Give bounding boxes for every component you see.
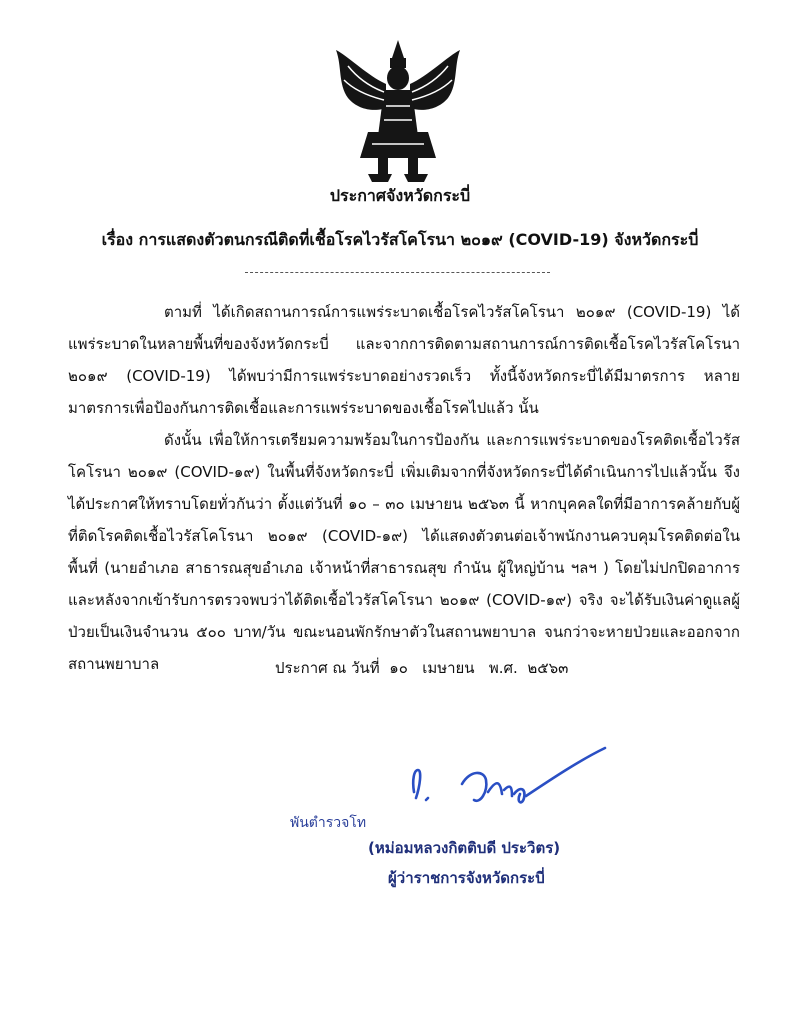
body-paragraph-2: ดังนั้น เพื่อให้การเตรียมความพร้อมในการป้องกัน และการแพร่ระบาดของโรคติดเชื้อไวรัสโคโรนา ๒๐๑๙ (COVID-๑๙) ในพื้นที่จังหวัดกระบี่ เพิ่มเติมจากที่จังหวัดกระบี่ได้ดำเนินการไปแล้วนั้น จึงได้ประกาศให้ทราบโดยทั่วกันว่า ตั้งแต่วันที่ ๑๐ – ๓๐ เมษายน ๒๕๖๓ นี้ หากบุคคลใดที่มีอาการคล้ายกับผู้ที่ติดโรคติดเชื้อไวรัสโคโรนา ๒๐๑๙ (COVID-๑๙) ได้แสดงตัวตนต่อเจ้าพนักงานควบคุมโรคติดต่อในพื้นที่ (นายอำเภอ สาธารณสุขอำเภอ เจ้าหน้าที่สาธารณสุข กำนัน ผู้ใหญ่บ้าน ฯลฯ ) โดยไม่ปกปิดอาการและหลังจากเข้ารับการตรวจพบว่าได้ติดเชื้อไวรัสโคโรนา ๒๐๑๙ (COVID-๑๙) จริง จะได้รับเงินค่าดูแลผู้ป่วยเป็นเงินจำนวน ๕๐๐ บาท/วัน ขณะนอนพักรักษาตัวในสถานพยาบาล จนกว่าจะหายป่วยและออกจากสถานพยาบาล [68, 431, 740, 673]
document-subject: เรื่อง การแสดงตัวตนกรณีติดที่เชื้อโรคไวรัสโคโรนา ๒๐๑๙ (COVID-19) จังหวัดกระบี่ [101, 230, 699, 249]
body-paragraph-1: ตามที่ ได้เกิดสถานการณ์การแพร่ระบาดเชื้อโรคไวรัสโคโรนา ๒๐๑๙ (COVID-19) ได้แพร่ระบาดในหลายพื้นที่ของจังหวัดกระบี่ และจากการติดตามสถานการณ์การติดเชื้อโรคไวรัสโคโรนา ๒๐๑๙ (COVID-19) ได้พบว่ามีการแพร่ระบาดอย่างรวดเร็ว ทั้งนี้จังหวัดกระบี่ได้มีมาตรการ หลายมาตรการเพื่อป้องกันการติดเชื้อและการแพร่ระบาดของเชื้อโรคไปแล้ว นั้น [68, 303, 740, 417]
handwritten-signature-icon [400, 740, 620, 830]
signatory-name: (หม่อมหลวงกิตติบดี ประวิตร) [368, 839, 561, 857]
garuda-emblem-icon [328, 36, 468, 186]
signatory-rank: พันตำรวจโท [290, 815, 367, 831]
signatory-position: ผู้ว่าราชการจังหวัดกระบี่ [388, 869, 545, 887]
divider-line [245, 272, 550, 273]
document-title: ประกาศจังหวัดกระบี่ [329, 186, 471, 205]
announcement-date: ประกาศ ณ วันที่ ๑๐ เมษายน พ.ศ. ๒๕๖๓ [275, 659, 569, 677]
